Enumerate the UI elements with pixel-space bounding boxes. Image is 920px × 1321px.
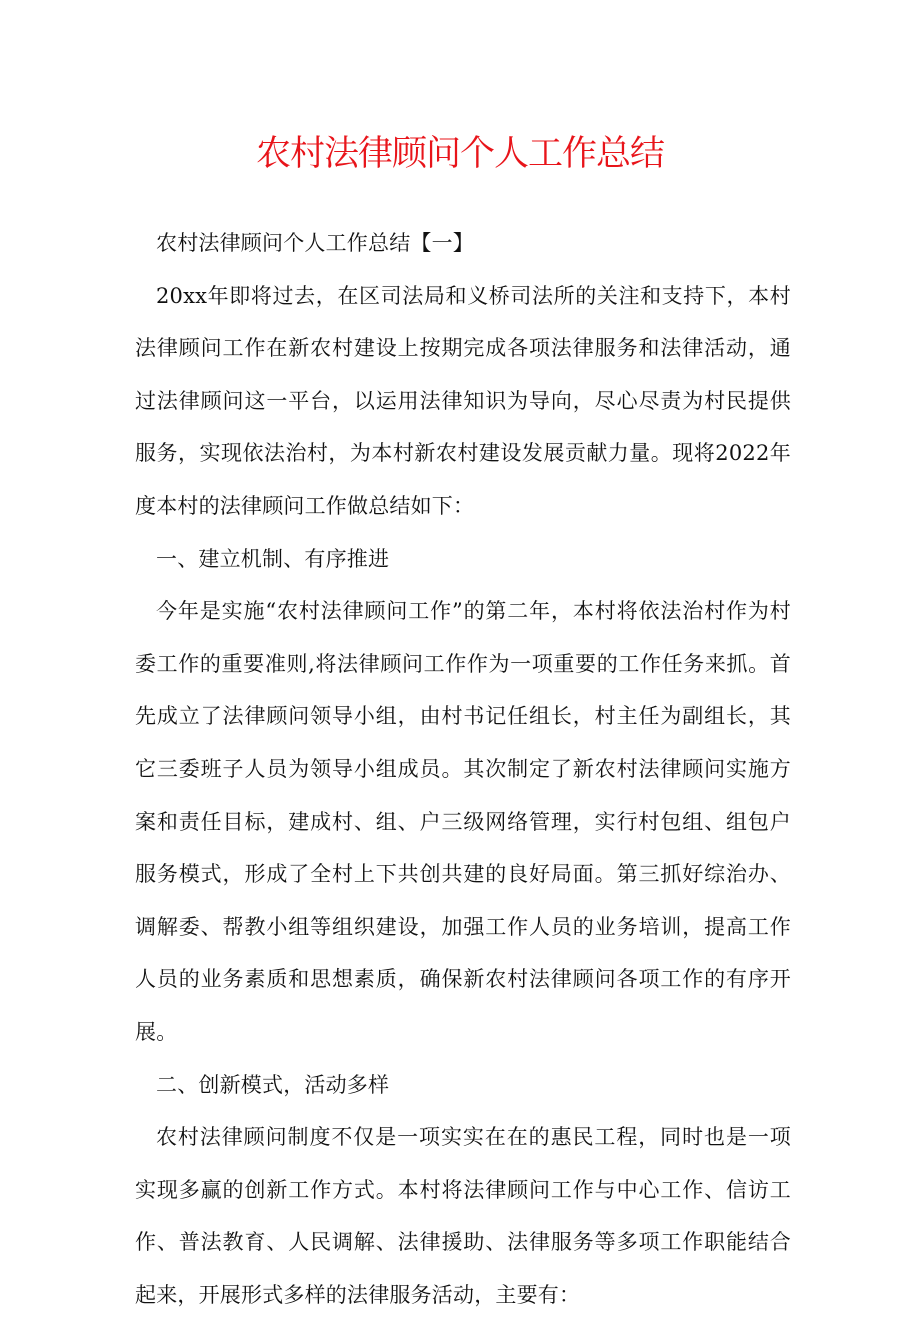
document-title: 农村法律顾问个人工作总结 xyxy=(255,134,664,174)
document-body xyxy=(135,217,791,1321)
mechanism-paragraph: 今年是实施“农村法律顾问工作”的第二年，本村将依法治村作为村委工作的重要准则,将法律顾问工作作为一项重要的工作任务来抓。首先成立了法律顾问领导小组，由村书记任组长，村主任为副组长，其它三委班子人员为领导小组成员。其次制定了新农村法律顾问实施方案和责任目标，建成村、组、户三级网络管理，实行村包组、组包户服务模式，形成了全村上下共创共建的良好局面。第三抓好综治办、调解委、帮教小组等组织建设，加强工作人员的业务培训，提高工作人员的业务素质和思想素质，确保新农村法律顾问各项工作的有序开展。 xyxy=(135,599,791,1044)
section-heading-innovation: 二、创新模式，活动多样 xyxy=(156,1072,390,1097)
section-heading-part-one: 农村法律顾问个人工作总结【一】 xyxy=(156,231,474,255)
intro-paragraph: 20xx年即将过去，在区司法局和义桥司法所的关注和支持下，本村法律顾问工作在新农村建设上按期完成各项法律服务和法律活动，通过法律顾问这一平台，以运用法律知识为导向，尽心尽责为村民提供服务，实现依法治村，为本村新农村建设发展贡献力量。现将2022年度本村的法律顾问工作做总结如下： xyxy=(135,283,791,518)
innovation-paragraph: 农村法律顾问制度不仅是一项实实在在的惠民工程，同时也是一项实现多赢的创新工作方式。本村将法律顾问工作与中心工作、信访工作、普法教育、人民调解、法律援助、法律服务等多项工作职能结合起来，开展形式多样的法律服务活动，主要有： xyxy=(135,1125,791,1307)
section-heading-mechanism: 一、建立机制、有序推进 xyxy=(156,546,390,571)
